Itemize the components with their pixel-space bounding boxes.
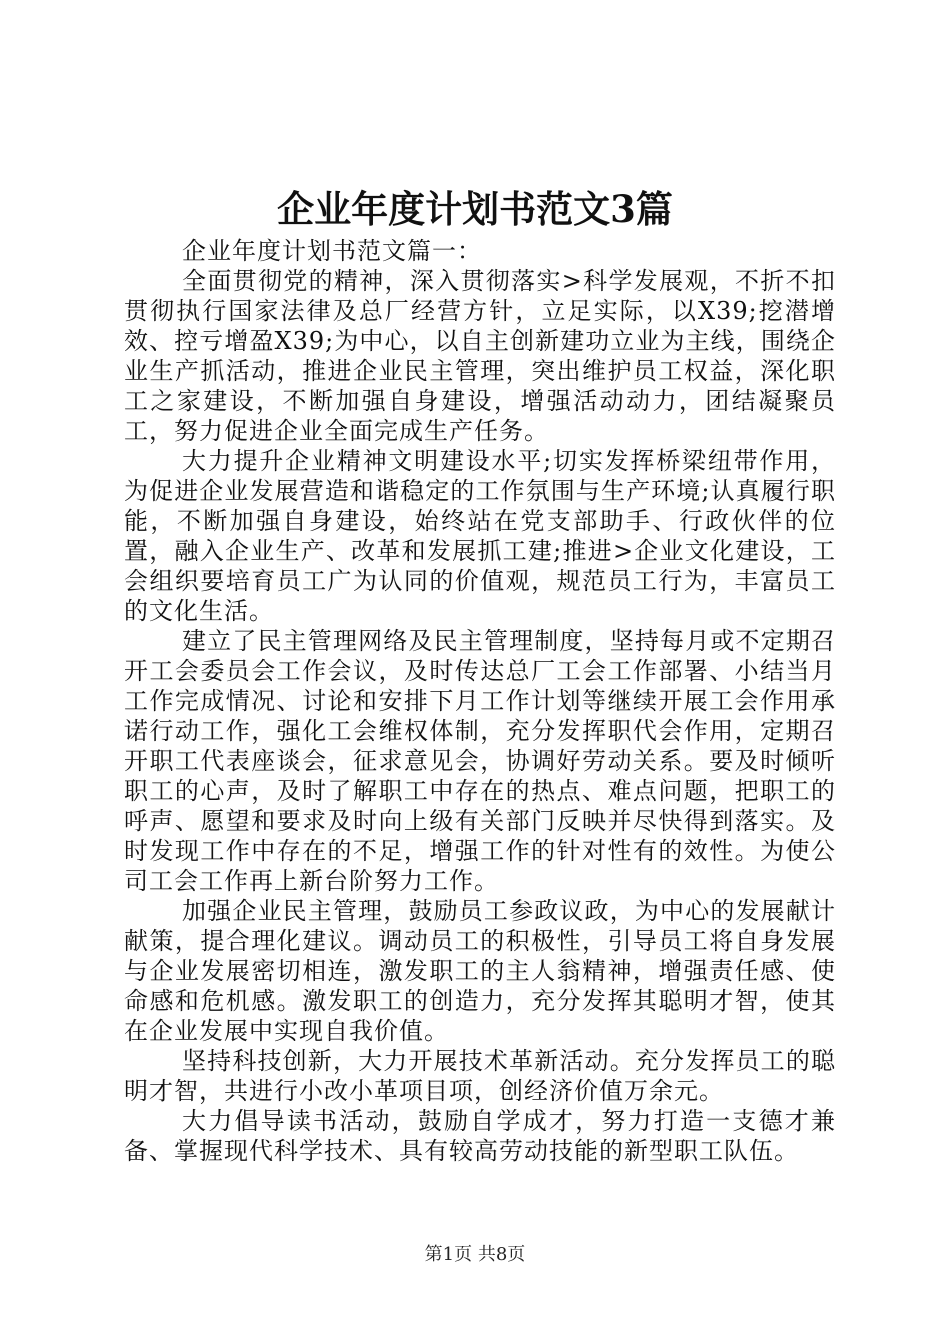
page-title: 企业年度计划书范文3篇 [277,187,673,231]
document-body [124,236,836,1166]
paragraph: 加强企业民主管理，鼓励员工参政议政，为中心的发展献计献策，提合理化建议。调动员工的积极性，引导员工将自身发展与企业发展密切相连，激发职工的主人翁精神，增强责任感、使命感和危机感。激发职工的创造力，充分发挥其聪明才智，使其在企业发展中实现自我价值。 [124,897,836,1045]
page-number: 第1页 共8页 [424,1244,526,1265]
paragraph: 大力倡导读书活动，鼓励自学成才，努力打造一支德才兼备、掌握现代科学技术、具有较高劳动技能的新型职工队伍。 [124,1107,836,1165]
page-footer [0,1243,950,1267]
section-heading: 企业年度计划书范文篇一： [182,237,482,265]
paragraph: 建立了民主管理网络及民主管理制度，坚持每月或不定期召开工会委员会工作会议，及时传达总厂工会工作部署、小结当月工作完成情况、讨论和安排下月工作计划等继续开展工会作用承诺行动工作，强化工会维权体制，充分发挥职代会作用，定期召开职工代表座谈会，征求意见会，协调好劳动关系。要及时倾听职工的心声，及时了解职工中存在的热点、难点问题，把职工的呼声、愿望和要求及时向上级有关部门反映并尽快得到落实。及时发现工作中存在的不足，增强工作的针对性有的效性。为使公司工会工作再上新台阶努力工作。 [124,627,836,895]
paragraph: 坚持科技创新，大力开展技术革新活动。充分发挥员工的聪明才智，共进行小改小革项目项，创经济价值万余元。 [124,1047,836,1105]
paragraph: 大力提升企业精神文明建设水平;切实发挥桥梁纽带作用，为促进企业发展营造和谐稳定的工作氛围与生产环境;认真履行职能，不断加强自身建设，始终站在党支部助手、行政伙伴的位置，融入企业生产、改革和发展抓工建;推进>企业文化建设，工会组织要培育员工广为认同的价值观，规范员工行为，丰富员工的文化生活。 [124,447,836,625]
paragraph: 全面贯彻党的精神，深入贯彻落实>科学发展观，不折不扣贯彻执行国家法律及总厂经营方针，立足实际，以X39;挖潜增效、控亏增盈X39;为中心，以自主创新建功立业为主线，围绕企业生产抓活动，推进企业民主管理，突出维护员工权益，深化职工之家建设，不断加强自身建设，增强活动动力，团结凝聚员工，努力促进企业全面完成生产任务。 [124,267,836,445]
